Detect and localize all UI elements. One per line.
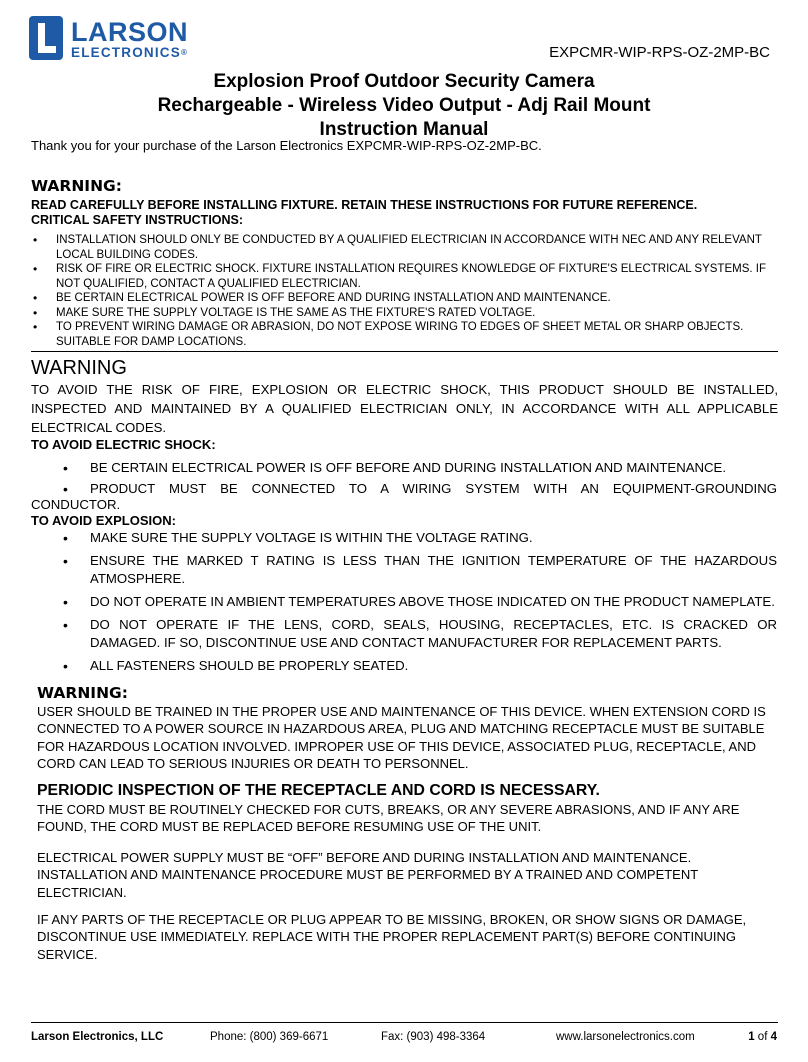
list-item: • DO NOT OPERATE IN AMBIENT TEMPERATURES ABOVE THOSE INDICATED ON THE PRODUCT NAMEPLATE. <box>31 593 777 611</box>
missing-parts-text: IF ANY PARTS OF THE RECEPTACLE OR PLUG APPEAR TO BE MISSING, BROKEN, OR SHOW SIGNS OR DAMAGE, DISCONTINUE USE IMMEDIATELY. REPLACE WITH THE PROPER REPLACEMENT PART(S) BEFORE CONTINUING SERVICE. <box>37 912 747 962</box>
doc-title-line3: Instruction Manual <box>319 119 489 140</box>
shock-item-continuation: CONDUCTOR. <box>31 497 121 512</box>
list-item: • RISK OF FIRE OR ELECTRIC SHOCK. FIXTURE INSTALLATION REQUIRES KNOWLEDGE OF FIXTURE'S ELECTRICAL SYSTEMS. IF NOT QUALIFIED, CONTACT A QUALIFIED ELECTRICIAN. <box>31 262 777 291</box>
list-item: • ALL FASTENERS SHOULD BE PROPERLY SEATED. <box>31 657 777 675</box>
logo-sub <box>71 46 187 60</box>
warning-heading-2: WARNING <box>31 357 127 379</box>
list-item: • INSTALLATION SHOULD ONLY BE CONDUCTED BY A QUALIFIED ELECTRICIAN IN ACCORDANCE WITH NEC AND ANY RELEVANT LOCAL BUILDING CODES. <box>31 233 777 262</box>
logo-name: LARSON <box>71 17 188 47</box>
safety-instructions-list <box>31 233 777 349</box>
company-logo <box>29 16 199 64</box>
model-code: EXPCMR-WIP-RPS-OZ-2MP-BC <box>549 44 770 61</box>
list-item: • BE CERTAIN ELECTRICAL POWER IS OFF BEFORE AND DURING INSTALLATION AND MAINTENANCE. <box>31 291 777 306</box>
list-item: • DO NOT OPERATE IF THE LENS, CORD, SEALS, HOUSING, RECEPTACLES, ETC. IS CRACKED OR DAMAGED. IF SO, DISCONTINUE USE AND CONTACT MANUFACTURER FOR REPLACEMENT PARTS. <box>31 616 777 652</box>
warning-intro-text: TO AVOID THE RISK OF FIRE, EXPLOSION OR ELECTRIC SHOCK, THIS PRODUCT SHOULD BE INSTALLED, INSPECTED AND MAINTAINED BY A QUALIFIED ELECTRICIAN ONLY, IN ACCORDANCE WITH ALL APPLICABLE ELECTRICAL CODES. <box>31 382 778 435</box>
shock-item: BE CERTAIN ELECTRICAL POWER IS OFF BEFORE AND DURING INSTALLATION AND MAINTENANCE. <box>90 460 727 475</box>
logo-mark-icon <box>29 16 63 60</box>
critical-safety-heading: CRITICAL SAFETY INSTRUCTIONS: <box>31 213 244 227</box>
footer-phone: Phone: (800) 369-6671 <box>210 1031 329 1043</box>
thank-you-text: Thank you for your purchase of the Larson Electronics EXPCMR-WIP-RPS-OZ-2MP-BC. <box>31 138 542 153</box>
user-training-text: USER SHOULD BE TRAINED IN THE PROPER USE AND MAINTENANCE OF THIS DEVICE. WHEN EXTENSION CORD IS CONNECTED TO A POWER SOURCE IN HAZARDOUS AREA, PLUG AND MATCHING RECEPTACLE MUST BE SUITABLE FOR HAZARDOUS LOCATION INVOLVED. IMPROPER USE OF THIS DEVICE, ASSOCIATED PLUG, RECEPTACLE, AND CORD CAN LEAD TO SERIOUS INJURIES OR DEATH TO PERSONNEL. <box>37 704 766 771</box>
periodic-inspection-heading: PERIODIC INSPECTION OF THE RECEPTACLE AND CORD IS NECESSARY. <box>37 782 600 799</box>
warning-heading-3: WARNING: <box>37 684 128 702</box>
list-item: • MAKE SURE THE SUPPLY VOLTAGE IS WITHIN THE VOLTAGE RATING. <box>31 529 777 547</box>
read-carefully-text: READ CAREFULLY BEFORE INSTALLING FIXTURE. RETAIN THESE INSTRUCTIONS FOR FUTURE REFERENCE. <box>31 198 698 212</box>
list-item: • MAKE SURE THE SUPPLY VOLTAGE IS THE SAME AS THE FIXTURE'S RATED VOLTAGE. <box>31 306 777 321</box>
page-of: of <box>757 1031 768 1043</box>
explosion-heading: TO AVOID EXPLOSION: <box>31 513 176 528</box>
shock-item: PRODUCT MUST BE CONNECTED TO A WIRING SYSTEM WITH AN EQUIPMENT-GROUNDING <box>90 481 777 496</box>
logo-sub-text: ELECTRONICS <box>71 45 181 60</box>
section-divider <box>31 351 778 352</box>
footer-website: www.larsonelectronics.com <box>556 1031 695 1043</box>
doc-title-line2: Rechargeable - Wireless Video Output - Adj Rail Mount <box>157 95 651 116</box>
power-off-text: ELECTRICAL POWER SUPPLY MUST BE “OFF” BEFORE AND DURING INSTALLATION AND MAINTENANCE. INSTALLATION AND MAINTENANCE PROCEDURE MUST BE PERFORMED BY A TRAINED AND COMPETENT ELECTRICIAN. <box>37 850 698 900</box>
electric-shock-heading: TO AVOID ELECTRIC SHOCK: <box>31 437 216 452</box>
logo-registered-mark: ® <box>180 48 187 57</box>
footer-company: Larson Electronics, LLC <box>31 1031 164 1043</box>
bullet-icon: • <box>63 460 68 476</box>
explosion-list <box>31 529 777 680</box>
warning-heading: WARNING: <box>31 177 122 195</box>
bullet-icon: • <box>63 481 68 497</box>
cord-check-text: THE CORD MUST BE ROUTINELY CHECKED FOR CUTS, BREAKS, OR ANY SEVERE ABRASIONS, AND IF ANY ARE FOUND, THE CORD MUST BE REPLACED BEFORE RESUMING USE OF THE UNIT. <box>37 802 740 835</box>
footer-divider <box>31 1022 778 1023</box>
footer-page-number <box>748 1030 777 1044</box>
list-item: • ENSURE THE MARKED T RATING IS LESS THAN THE IGNITION TEMPERATURE OF THE HAZARDOUS ATMOSPHERE. <box>31 552 777 588</box>
doc-title-line1: Explosion Proof Outdoor Security Camera <box>213 71 595 92</box>
footer-fax: Fax: (903) 498-3364 <box>381 1031 486 1043</box>
page-current: 1 <box>748 1031 755 1043</box>
list-item: • TO PREVENT WIRING DAMAGE OR ABRASION, DO NOT EXPOSE WIRING TO EDGES OF SHEET METAL OR SHARP OBJECTS. SUITABLE FOR DAMP LOCATIONS. <box>31 320 777 349</box>
page-total: 4 <box>770 1031 777 1043</box>
